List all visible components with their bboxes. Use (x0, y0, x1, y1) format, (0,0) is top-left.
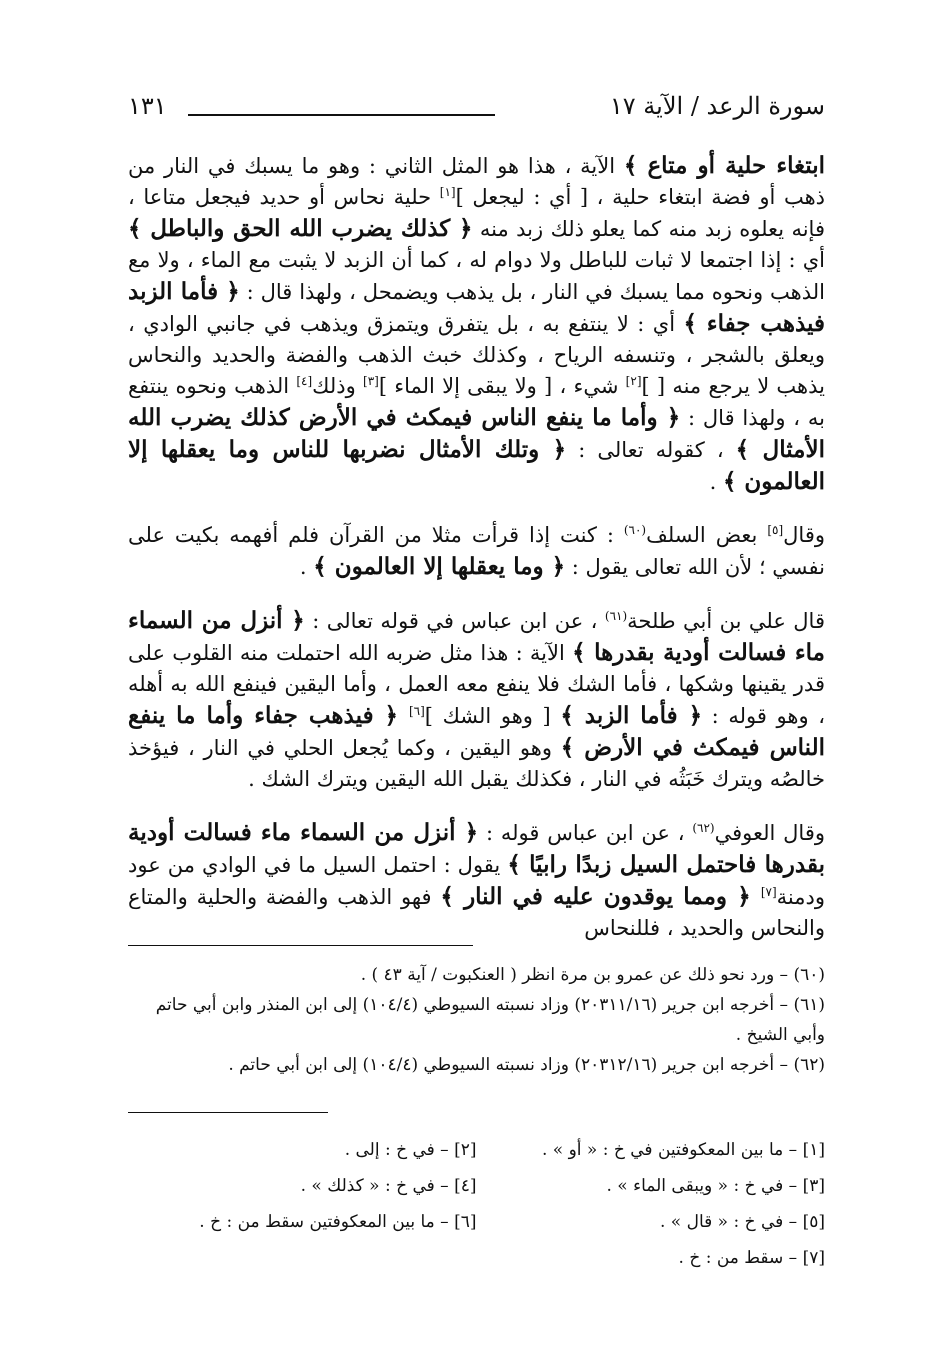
quran-quote: ﴿ فأما الزبد ﴾ (560, 702, 703, 729)
variant-6: [٦] – ما بين المعكوفتين سقط من : خ . (199, 1212, 477, 1232)
text: أي : إذا اجتمعا لا ثبات للباطل ولا دوام له ، كما أن الزبد لا يثبت مع الماء ، ولا مع الذهب ونحوه مما يسبك في النار ، بل يذهب ويضمحل ، ولهذا قال : (128, 248, 825, 304)
paragraph-3 (128, 605, 825, 795)
text: وذلك (312, 374, 363, 398)
text: ، عن ابن عباس في قوله تعالى : (304, 609, 605, 633)
quran-quote: ﴿ وأما ما ينفع الناس فيمكث في الأرض كذلك يضرب الله الأمثال ﴾ (128, 404, 826, 463)
quran-quote: ﴿ ومما يوقدون عليه في النار ﴾ (440, 883, 761, 910)
text: الآية : هذا مثل ضربه الله احتملت منه القلوب على قدر يقينها وشكها ، فأما الشك فلا ينفع معه العمل ، وأما اليقين فينفع الله به أهله ، وهو قوله : (128, 641, 825, 728)
footnote-61: (٦١) – أخرجه ابن جرير (٢٠٣١١/١٦) وزاد نسبته السيوطي (١٠٤/٤) إلى ابن المنذر وابن أبي حاتم وأبي الشيخ . (155, 995, 825, 1045)
manuscript-variants (128, 1132, 825, 1276)
quran-quote: ﴿ وتلك الأمثال نضربها للناس وما يعقلها إلا العالمون ﴾ (128, 436, 825, 495)
page-header (128, 92, 825, 132)
text: وقال العوفي (714, 821, 825, 845)
text: وهو اليقين ، وكما يُجعل الحلي في النار ، فيؤخذ خالصُه ويترك خَبَثُه في النار ، فكذلك يقبل الله اليقين ويترك الشك . (128, 736, 825, 791)
text: حلية نحاس أو حديد فيجعل متاعا ، فإنه يعلوه زبد منه كما يعلو ذلك زبد منه (128, 185, 825, 241)
text: أي : لا ينتفع به ، بل يتفرق ويتمزق ويذهب في جانبي الوادي ، ويعلق بالشجر ، وتنسفه الرياح ، وكذلك خبث الذهب والفضة والحديد والنحاس يذهب لا يرجع منه [ ] (128, 312, 825, 398)
text: يقول : احتمل السيل ما في الوادي من عود ودمنة (128, 853, 826, 909)
quran-quote: ﴿ كذلك يضرب الله الحق والباطل ﴾ (128, 215, 473, 242)
page-number: ١٣١ (128, 92, 167, 120)
text: قال علي بن أبي طلحة (627, 609, 825, 633)
text: فهو الذهب والفضة والحلية والمتاع والنحاس والحديد ، فللنحاس (128, 885, 825, 940)
text: ، كقوله تعالى : (566, 438, 736, 462)
footnote-ref: (٦٢) (692, 821, 715, 835)
variant-3: [٣] – في خ : « ويبقى الماء » . (606, 1176, 825, 1196)
variant-4: [٤] – في خ : « كذلك » . (300, 1176, 477, 1196)
text: . (709, 470, 723, 494)
variant-5: [٥] – في خ : « قال » . (659, 1212, 825, 1232)
variant-ref: [٤] (296, 374, 313, 388)
variant-ref: [٦] (408, 704, 425, 718)
footnote-60: (٦٠) – ورد نحو ذلك عن عمرو بن مرة انظر ( العنكبوت / آية ٤٣ ) . (360, 965, 825, 985)
variant-1: [١] – ما بين المعكوفتين في خ : « أو » . (541, 1140, 825, 1160)
footnote-ref: (٦١) (604, 609, 628, 623)
text: الذهب ونحوه ينتفع به ، ولهذا قال : (128, 374, 825, 430)
variant-ref: [٧] (760, 885, 777, 899)
text: شيء ، [ ولا يبقى إلا الماء ] (378, 374, 626, 398)
quran-quote: ﴿ أنزل من السماء ماء فسالت أودية بقدرها ﴾ (128, 607, 825, 666)
paragraph-2 (128, 520, 825, 583)
variant-2: [٢] – في خ : إلى . (344, 1140, 477, 1160)
variant-ref: [٣] (363, 374, 379, 388)
text: الآية ، هذا هو المثل الثاني : وهو ما يسبك في النار من ذهب أو فضة ابتغاء حلية ، [ أي : ليجعل ] (128, 154, 825, 209)
main-text (128, 150, 825, 966)
quran-quote: ﴿ فأما الزبد فيذهب جفاء ﴾ (128, 278, 825, 337)
header-rule (188, 114, 495, 116)
variant-7: [٧] – سقط من : خ . (678, 1248, 825, 1268)
footnote-rule (128, 945, 473, 946)
variant-ref: [٥] (767, 523, 784, 537)
text: بعض السلف (646, 523, 768, 547)
footnote-62: (٦٢) – أخرجه ابن جرير (٢٠٣١٢/١٦) وزاد نسبته السيوطي (١٠٤/٤) إلى ابن أبي حاتم . (228, 1055, 825, 1075)
quran-quote: ﴿ فيذهب جفاء وأما ما ينفع الناس فيمكث في الأرض ﴾ (128, 702, 825, 761)
paragraph-4 (128, 817, 825, 944)
quran-quote: ابتغاء حلية أو متاع ﴾ (623, 152, 826, 179)
text: ، عن ابن عباس قوله : (478, 821, 693, 845)
paragraph-1 (128, 150, 825, 498)
text: . (299, 555, 314, 579)
quran-quote: ﴿ أنزل من السماء ماء فسالت أودية بقدرها فاحتمل السيل زبدًا رابيًا ﴾ (128, 819, 825, 878)
footnote-ref: (٦٠) (623, 523, 647, 537)
footnotes (128, 960, 825, 1080)
variants-rule (128, 1112, 328, 1113)
text: : كنت إذا قرأت مثلا من القرآن فلم أفهمه بكيت على نفسي ؛ لأن الله تعالى يقول : (128, 523, 825, 579)
variant-ref: [١] (439, 185, 456, 199)
running-title: سورة الرعد / الآية ١٧ (609, 92, 825, 120)
text: [ وهو الشك ] (424, 704, 561, 728)
quran-quote: ﴿ وما يعقلها إلا العالمون ﴾ (313, 553, 566, 580)
variant-ref: [٢] (625, 374, 642, 388)
text: وقال (783, 523, 825, 547)
